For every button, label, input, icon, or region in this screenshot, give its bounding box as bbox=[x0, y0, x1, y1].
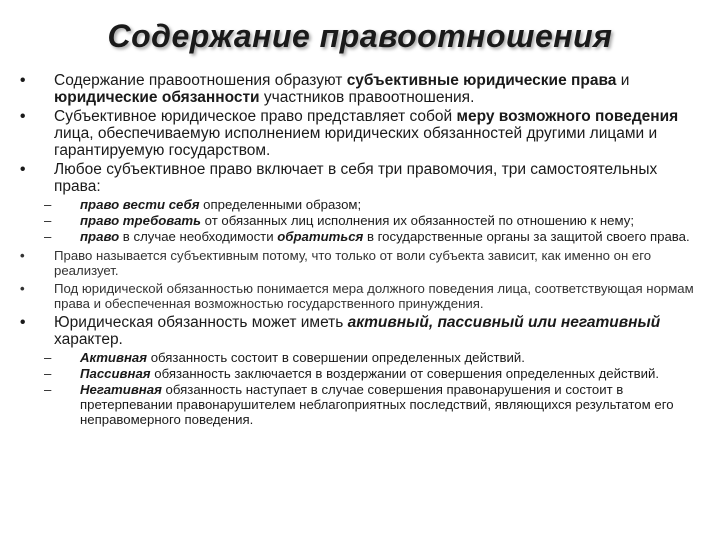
sub-item-right-to-demand bbox=[44, 213, 702, 228]
paragraph-content-definition bbox=[20, 72, 702, 106]
bullet-dash: – bbox=[44, 197, 52, 212]
sub-item-passive-duty bbox=[44, 366, 702, 381]
text: определенными образом; bbox=[199, 197, 362, 212]
text: характер. bbox=[54, 331, 123, 348]
emphasis: юридические обязанности bbox=[54, 89, 260, 106]
bullet-dot: • bbox=[20, 314, 26, 331]
text: лица, обеспечиваемую исполнением юридических обязанностей другими лицами и гарантируемую государством. bbox=[54, 125, 658, 159]
content-body bbox=[22, 72, 702, 428]
emphasis: право bbox=[80, 229, 120, 244]
text: в государственные органы за защитой своего права. bbox=[363, 229, 690, 244]
emphasis: обратиться bbox=[277, 229, 364, 244]
text: обязанность наступает в случае совершения правонарушения и состоит в претерпевании правонарушителем неблагоприятных последствий, являющихся результатом его неправомерного поведения. bbox=[80, 382, 674, 427]
text: Право называется субъективным потому, что только от воли субъекта зависит, как именно он его реализует. bbox=[54, 248, 652, 278]
text: Под юридической обязанностью понимается мера должного поведения лица, соответствующая нормам права и обеспеченная возможностью государственного принуждения. bbox=[54, 281, 694, 311]
sub-item-active-duty bbox=[44, 350, 702, 365]
page-title: Содержание правоотношения bbox=[107, 18, 613, 54]
sub-item-right-to-appeal bbox=[44, 229, 702, 244]
text: от обязанных лиц исполнения их обязанностей по отношению к нему; bbox=[200, 213, 634, 228]
text: Юридическая обязанность может иметь bbox=[54, 314, 348, 331]
paragraph-legal-duty bbox=[20, 281, 702, 311]
emphasis: Негативная bbox=[80, 382, 162, 397]
bullet-dot: • bbox=[20, 72, 26, 89]
text: участников правоотношения. bbox=[259, 89, 475, 106]
emphasis: право требовать bbox=[80, 213, 201, 228]
bullet-dash: – bbox=[44, 350, 52, 365]
emphasis: меру возможного поведения bbox=[456, 108, 679, 125]
text: обязанность заключается в воздержании от совершения определенных действий. bbox=[150, 366, 660, 381]
bullet-dot: • bbox=[20, 161, 26, 178]
paragraph-duty-types bbox=[20, 314, 702, 348]
text: в случае необходимости bbox=[119, 229, 278, 244]
text: Любое субъективное право включает в себя три правомочия, три самостоятельных права: bbox=[54, 161, 658, 195]
sub-item-right-to-behave bbox=[44, 197, 702, 212]
emphasis: право вести себя bbox=[80, 197, 200, 212]
sub-item-negative-duty bbox=[44, 382, 702, 427]
bullet-dash: – bbox=[44, 213, 52, 228]
bullet-dot: • bbox=[20, 281, 25, 296]
paragraph-why-subjective bbox=[20, 248, 702, 278]
text: Содержание правоотношения образуют bbox=[54, 72, 347, 89]
emphasis: активный, пассивный или негативный bbox=[347, 314, 661, 331]
emphasis: субъективные юридические права bbox=[346, 72, 617, 89]
paragraph-three-powers bbox=[20, 161, 702, 195]
bullet-dash: – bbox=[44, 382, 52, 397]
bullet-dot: • bbox=[20, 248, 25, 263]
bullet-dot: • bbox=[20, 108, 26, 125]
bullet-dash: – bbox=[44, 229, 52, 244]
text: обязанность состоит в совершении определенных действий. bbox=[147, 350, 525, 365]
text: Субъективное юридическое право представляет собой bbox=[54, 108, 457, 125]
paragraph-subjective-right bbox=[20, 108, 702, 159]
emphasis: Активная bbox=[80, 350, 148, 365]
emphasis: Пассивная bbox=[80, 366, 151, 381]
bullet-dash: – bbox=[44, 366, 52, 381]
text: и bbox=[616, 72, 630, 89]
